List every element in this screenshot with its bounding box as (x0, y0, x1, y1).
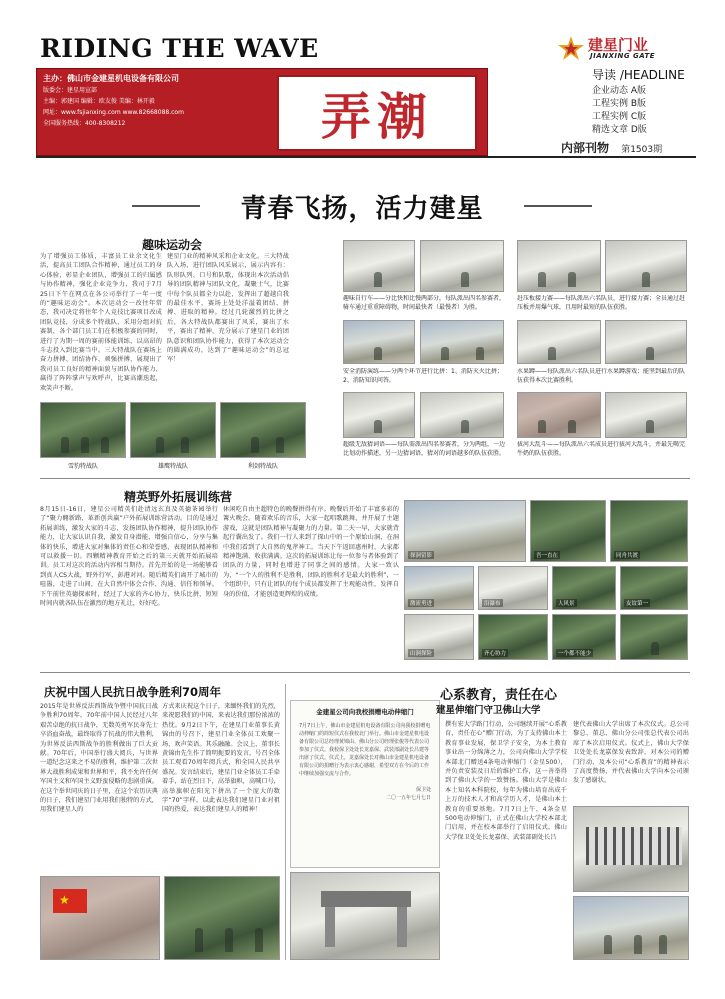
caption-board-relay: 赶压板接力赛——每队派出六名队员，进行接力赛；全员通过赶压板并用爆气球，且用时最短的队伍获胜。 (517, 295, 686, 311)
photo-board-relay-2 (605, 240, 687, 292)
team-caption: 雄鹰特战队 (157, 463, 188, 470)
team-caption: 雪豹特战队 (67, 463, 98, 470)
masthead-title-cn: 弄潮 (321, 87, 433, 146)
caption-bicycle: 趣味自行车——分比快和比慢两部分，每队派出四名参赛者，骑车通过重重障碍物，时间最快者（最慢者）为胜。 (343, 295, 505, 311)
photo-number-70-formation (164, 876, 280, 960)
photo-telescopic-gate (573, 806, 689, 892)
toc-heading: 导读 /HEADLINE (592, 68, 685, 82)
photo-flag-ceremony (40, 876, 160, 960)
thank-you-letter (290, 700, 440, 868)
photo-cave (404, 500, 526, 562)
photo-sword-team (220, 402, 306, 458)
photo-jungle (530, 500, 606, 562)
letter-title: 金建星公司向我校捐赠电动伸缩门 (316, 708, 414, 716)
photo-friendship (620, 566, 688, 610)
masthead-red-box (36, 68, 488, 156)
photo-label: 同舟共渡 (616, 553, 639, 559)
section-divider (40, 478, 690, 479)
toc-item: 精选文章 D版 (592, 125, 647, 135)
editor-line: 主编：郭建国 编辑：欧友俊 美编：林开毅 (43, 98, 155, 105)
outdoor-title: 精英野外拓展训练营 (124, 490, 233, 504)
photo-label: 激流勇进 (410, 601, 433, 607)
caption-fruit-squat: 水果蹲——每队派出六名队员进行水果蹲游戏；能坚到最后的队伍获得本次比赛胜利。 (517, 368, 686, 384)
photo-board-relay-1 (517, 240, 601, 292)
photo-snow-leopard-team (40, 402, 126, 458)
caption-tug-of-war: 拔河大乱斗——每队派出六名成员进行拔河大乱斗，并最先喝完牛奶的队伍获胜。 (517, 441, 686, 457)
letter-date: 二〇一五年七月七日 (385, 795, 431, 801)
national-flag-icon (53, 889, 87, 913)
photo-scenery (552, 566, 616, 610)
masthead-title-en: RIDING THE WAVE (40, 34, 319, 63)
photo-label: 一个都不能少 (558, 651, 592, 657)
fun-games-title: 趣味运动会 (142, 238, 203, 252)
letter-signature: 保卫处 (415, 787, 431, 793)
photo-teamwork (478, 614, 548, 660)
photo-nobody-left (552, 614, 616, 660)
banner-title: 青春飞扬，活力建星 (240, 194, 484, 224)
heart-subtitle: 建星伸缩门守卫佛山大学 (436, 705, 541, 716)
brand-name-en: JIANXING GATE (590, 52, 656, 60)
team-caption: 利剑特战队 (247, 463, 278, 470)
photo-group (620, 614, 688, 660)
section-divider (40, 672, 690, 673)
heart-title: 心系教育，责任在心 (440, 688, 558, 703)
sponsor-line: 主办：佛山市金建星机电设备有限公司 (43, 74, 179, 83)
toc-item: 工程实例 C版 (592, 112, 647, 122)
toc-item: 企业动态 A版 (592, 86, 647, 96)
fun-games-text-col2: 建星门业的精神风采和企业文化。三大特战队入场，进行团队风采展示，展示内容有：队形队列、口号和队歌，体现出本次活动倡导的团队精神与团队文化，凝聚士气，比赛中每个队员都全力以赴，发挥出了超越自我的最佳水平，赛场上处处洋溢着团结、拼搏、进取的精神。经过几轮激烈的比拼之后，各大特战队都赛出了风采，赛出了水平，赛出了精神，充分展示了建星门业的团队意识和团队协作能力，获得了本次运动会的圆满成功，达到了“趣味运动会”的总冠军！ (167, 253, 289, 364)
headline-banner (132, 188, 592, 224)
photo-waterfall (478, 566, 548, 610)
photo-word-guess-1 (343, 392, 415, 438)
website-line: 网址：www.fsjianxing.com www.82668088.com (43, 109, 184, 116)
caption-word-guess: 超级无敌猜词语——每队需派出四名参赛者，分为两组，一边比划动作描述，另一边猜词语，猜对的词语越多的队伍获胜。 (343, 441, 505, 457)
anniversary-text-col1: 2015年是世界反法西斯战争暨中国抗日战争胜利70周年。70年前中国人民经过八年艰苦卓绝的抗日战争，无数英勇军民身先士卒浴血奋战，最终取得了抗战的伟大胜利，为世界反法西斯战争的胜利做出了巨大贡献。70年后，中国举行盛大阅兵，与世界一道纪念这来之不易的胜利，维护第二次世界大战胜利成果和世界和平，我不允许任何军国主义和军国主义野蛮侵略的悲剧重演。在这个举世同庆的日子里，在这个农历庆典的日子，我们建星门业用我们独特的方式，用我们建星人的 (40, 703, 158, 814)
photo-label: 山洞探险 (410, 651, 433, 657)
photo-word-guess-2 (420, 392, 504, 438)
star-logo-icon (556, 34, 586, 62)
issue-number: 第1503期 (621, 145, 663, 155)
gate-arch (321, 891, 411, 907)
banner-rule-left (132, 205, 200, 207)
photo-label: 友谊第一 (626, 601, 649, 607)
gate-pillar (325, 907, 335, 947)
caption-fire-drill: 安全消防演练——分两个环节进行比拼：1、消防灭火比拼；2、消防知识问答。 (343, 368, 503, 384)
photo-fruit-squat-1 (517, 320, 601, 364)
photo-fruit-squat-2 (605, 320, 687, 364)
photo-tug-of-war-1 (517, 392, 601, 438)
photo-cave-explore (404, 614, 474, 660)
photo-fire-drill-2 (420, 320, 504, 364)
anniversary-title: 庆祝中国人民抗日战争胜利70周年 (44, 685, 222, 699)
masthead-rule (36, 156, 696, 158)
brand-logo (556, 34, 696, 62)
masthead-logo (277, 75, 477, 151)
photo-university-gate (290, 872, 440, 960)
photo-bicycle-1 (343, 240, 415, 292)
banner-rule-right (524, 205, 592, 207)
masthead-info (37, 69, 267, 157)
photo-river (404, 566, 474, 610)
gate-lattice (586, 827, 682, 865)
photo-ceremony (573, 896, 689, 960)
photo-forest (610, 500, 688, 562)
photo-label: 吾一直在 (536, 553, 559, 559)
issue-info (561, 139, 697, 156)
gate-pillar (397, 907, 407, 947)
anniversary-text-col2: 方式来庆祝这个日子，来缅怀我们的先烈，来祝愿我们的中国，来表达我们那份浓浓的热忱。9月2日下午，在建星门业董事长黄锦由的号召下，建星门业全体员工欢聚一场，欢声笑语。其乐融融。会议上，董事长黄锦由先生作了简明扼要的发言，号召全体员工观看70周年阅兵式，和全国人民共享盛况。发言结束后，建星门业全体员工手牵着手，站在烈日下，高举旗帜，高喊口号，高举旗帜在阳光下拼出了一个庞大的数字“70”字样，以此表达我们建星门业对祖国的热爱，表达我们建星人的精神！ (162, 703, 280, 814)
photo-label: 人风景 (558, 601, 575, 607)
star-icon: ★ (59, 893, 70, 907)
photo-eagle-team (130, 402, 216, 458)
brand-name-cn: 建星门业 (588, 36, 649, 54)
table-of-contents (592, 66, 696, 137)
heart-text-col2: 建代表佛山大学出席了本次仪式。总公司黎总、董总、佛山分公司张总代表公司出席了本次启用仪式。仪式上，佛山大学保卫处处长龙嘉保发表致辞，对本公司的赠门行动，及本公司“心系教育”的精神表示了高度赞扬，并代表佛山大学向本公司颁发了感谢状。 (573, 721, 689, 785)
toc-item: 工程实例 B版 (592, 99, 647, 109)
photo-fire-drill-1 (343, 320, 415, 364)
outdoor-text-col1: 8月15日-16日，建星公司精英们赴清远玄真及英德茶园举行了“聚力翱新路，革新创共赢”户外拓展训练营活动。目的是通过拓展训练，激发大家的斗志，发扬团队协作精神，提升团队协作能力，让大家认识自我，激发自身潜能，增强自信心，分享与集体的快乐，增进大家对集体的责任心和荣誉感，表现团队精神和可以救援一切。四颗精神教育开始之后的第三天就开始拓展培训。员工对这次的活动内容相当期待。首先开始的是一场能够看到真人CS大战，野外行军，彭港对河。随后精英们离开了城市的喧嚣，走进了山间，在大自然中体会合作、沟通、信任和领导。下午前往英德探索时，经过了大家的齐心协力，快乐比拼，短短时间内就各队伍在激烈的地方礼让，好好吃。 (40, 506, 218, 608)
editor-line: 版委会：建星用宣部 (43, 87, 98, 94)
photo-label: 探洞留影 (410, 553, 433, 559)
photo-bicycle-2 (420, 240, 504, 292)
outdoor-text-col2: 休闲吃自由主超特色的晚餐拼得有序。晚餐后开始了丰富多彩的篝火晚会。随着欢乐的音乐，大家一起唱歌跳舞，并开展了主题游戏，这就是团队精神与凝聚力的力量。第二天一早，大家就背起行囊出发了。我们一行人来到了探山中的一个原始山洞，在洞中我们看到了大自然的鬼斧神工。当天下午返回惠州时，大家都精神饱满、收获满满。这次的拓展训练让每一位参与者体验到了团队的力量，同时也增进了同事之间的感情。大家一致认为，“一个人的胜利不是胜利，团队的胜利才是最大的胜利”，一个组织中，只有让团队的每个成员都发挥了主观能动性，发挥自身的价值，才能创造更辉煌的成绩。 (223, 506, 399, 598)
photo-label: 沿瀑布 (484, 601, 501, 607)
letter-body: 7月7日上午，佛山市金建星机电设备有限公司向我校捐赠电动伸缩门的简短仪式在我校北门举行。佛山市金建星机电设备有限公司总经理黄锦由、佛山分公司经理张俊等代表公司参加了仪式。我校保卫处处长龙嘉保、武装部副处长吕建等出席了仪式。仪式上，龙嘉保处长对佛山市金建星机电设备有限公司的捐赠行为表示衷心感谢，希望双方在今后的工作中继续加强交流与合作。 (299, 723, 431, 777)
fun-games-text-col1: 为了增强员工体质，丰富员工业余文化生活，提高员工团队合作精神，通过员工的身心体验，彰显企业团队，增强员工的归属感与协作精神，强化企业竞争力，我司于7月25日下午在网点在各公司举行了一年一度的“趣味运动会”。本次运动会一改往年常态，我司决定将往年个人竞技比赛项目改成团队竞技，分成多个特战队，采用分组对抗赛制，各个部门员工们在积极参赛的同时，进行了为期一周的赛前体能训练，以高昂的斗志投入到比赛当中。三大特战队在赛场上奋力拼搏、团结协作、顽强拼搏，展现出了我司员工良好的精神面貌与团队协作能力，赢得了阵阵掌声与欢呼声，比赛高潮迭起，欢笑声不断。 (40, 253, 162, 392)
photo-label: 齐心协力 (484, 651, 507, 657)
column-divider (285, 684, 286, 960)
internal-publication-label: 内部刊物 (561, 141, 610, 155)
photo-tug-of-war-2 (605, 392, 687, 438)
hotline-line: 全国服务热线：400-8308212 (43, 120, 126, 127)
heart-text-col1: 撰有宏大学路门行动，公司继续开展“心系教育，责任在心”赠门行动，为了支持佛山本土教育事业发展，保卫学子安全，为本土教育事业出一分绵薄之力，公司向佛山大学学校本部北门赠送4条电动伸缩门（金星500），并负责安装及日后的维护工作，这一善举得到了佛山大学的一致赞扬。佛山大学是佛山本土知名本科院校，每年为佛山培育出成千上万的技术人才和高学历人才，是佛山本土教育的重要基地。7月7日上午，4条金星500电动伸缩门，正式在佛山大学校本部北门启用，并在校本部举行了启用仪式。佛山大学保卫处处长龙嘉保、武装部副处长吕 (445, 721, 567, 841)
